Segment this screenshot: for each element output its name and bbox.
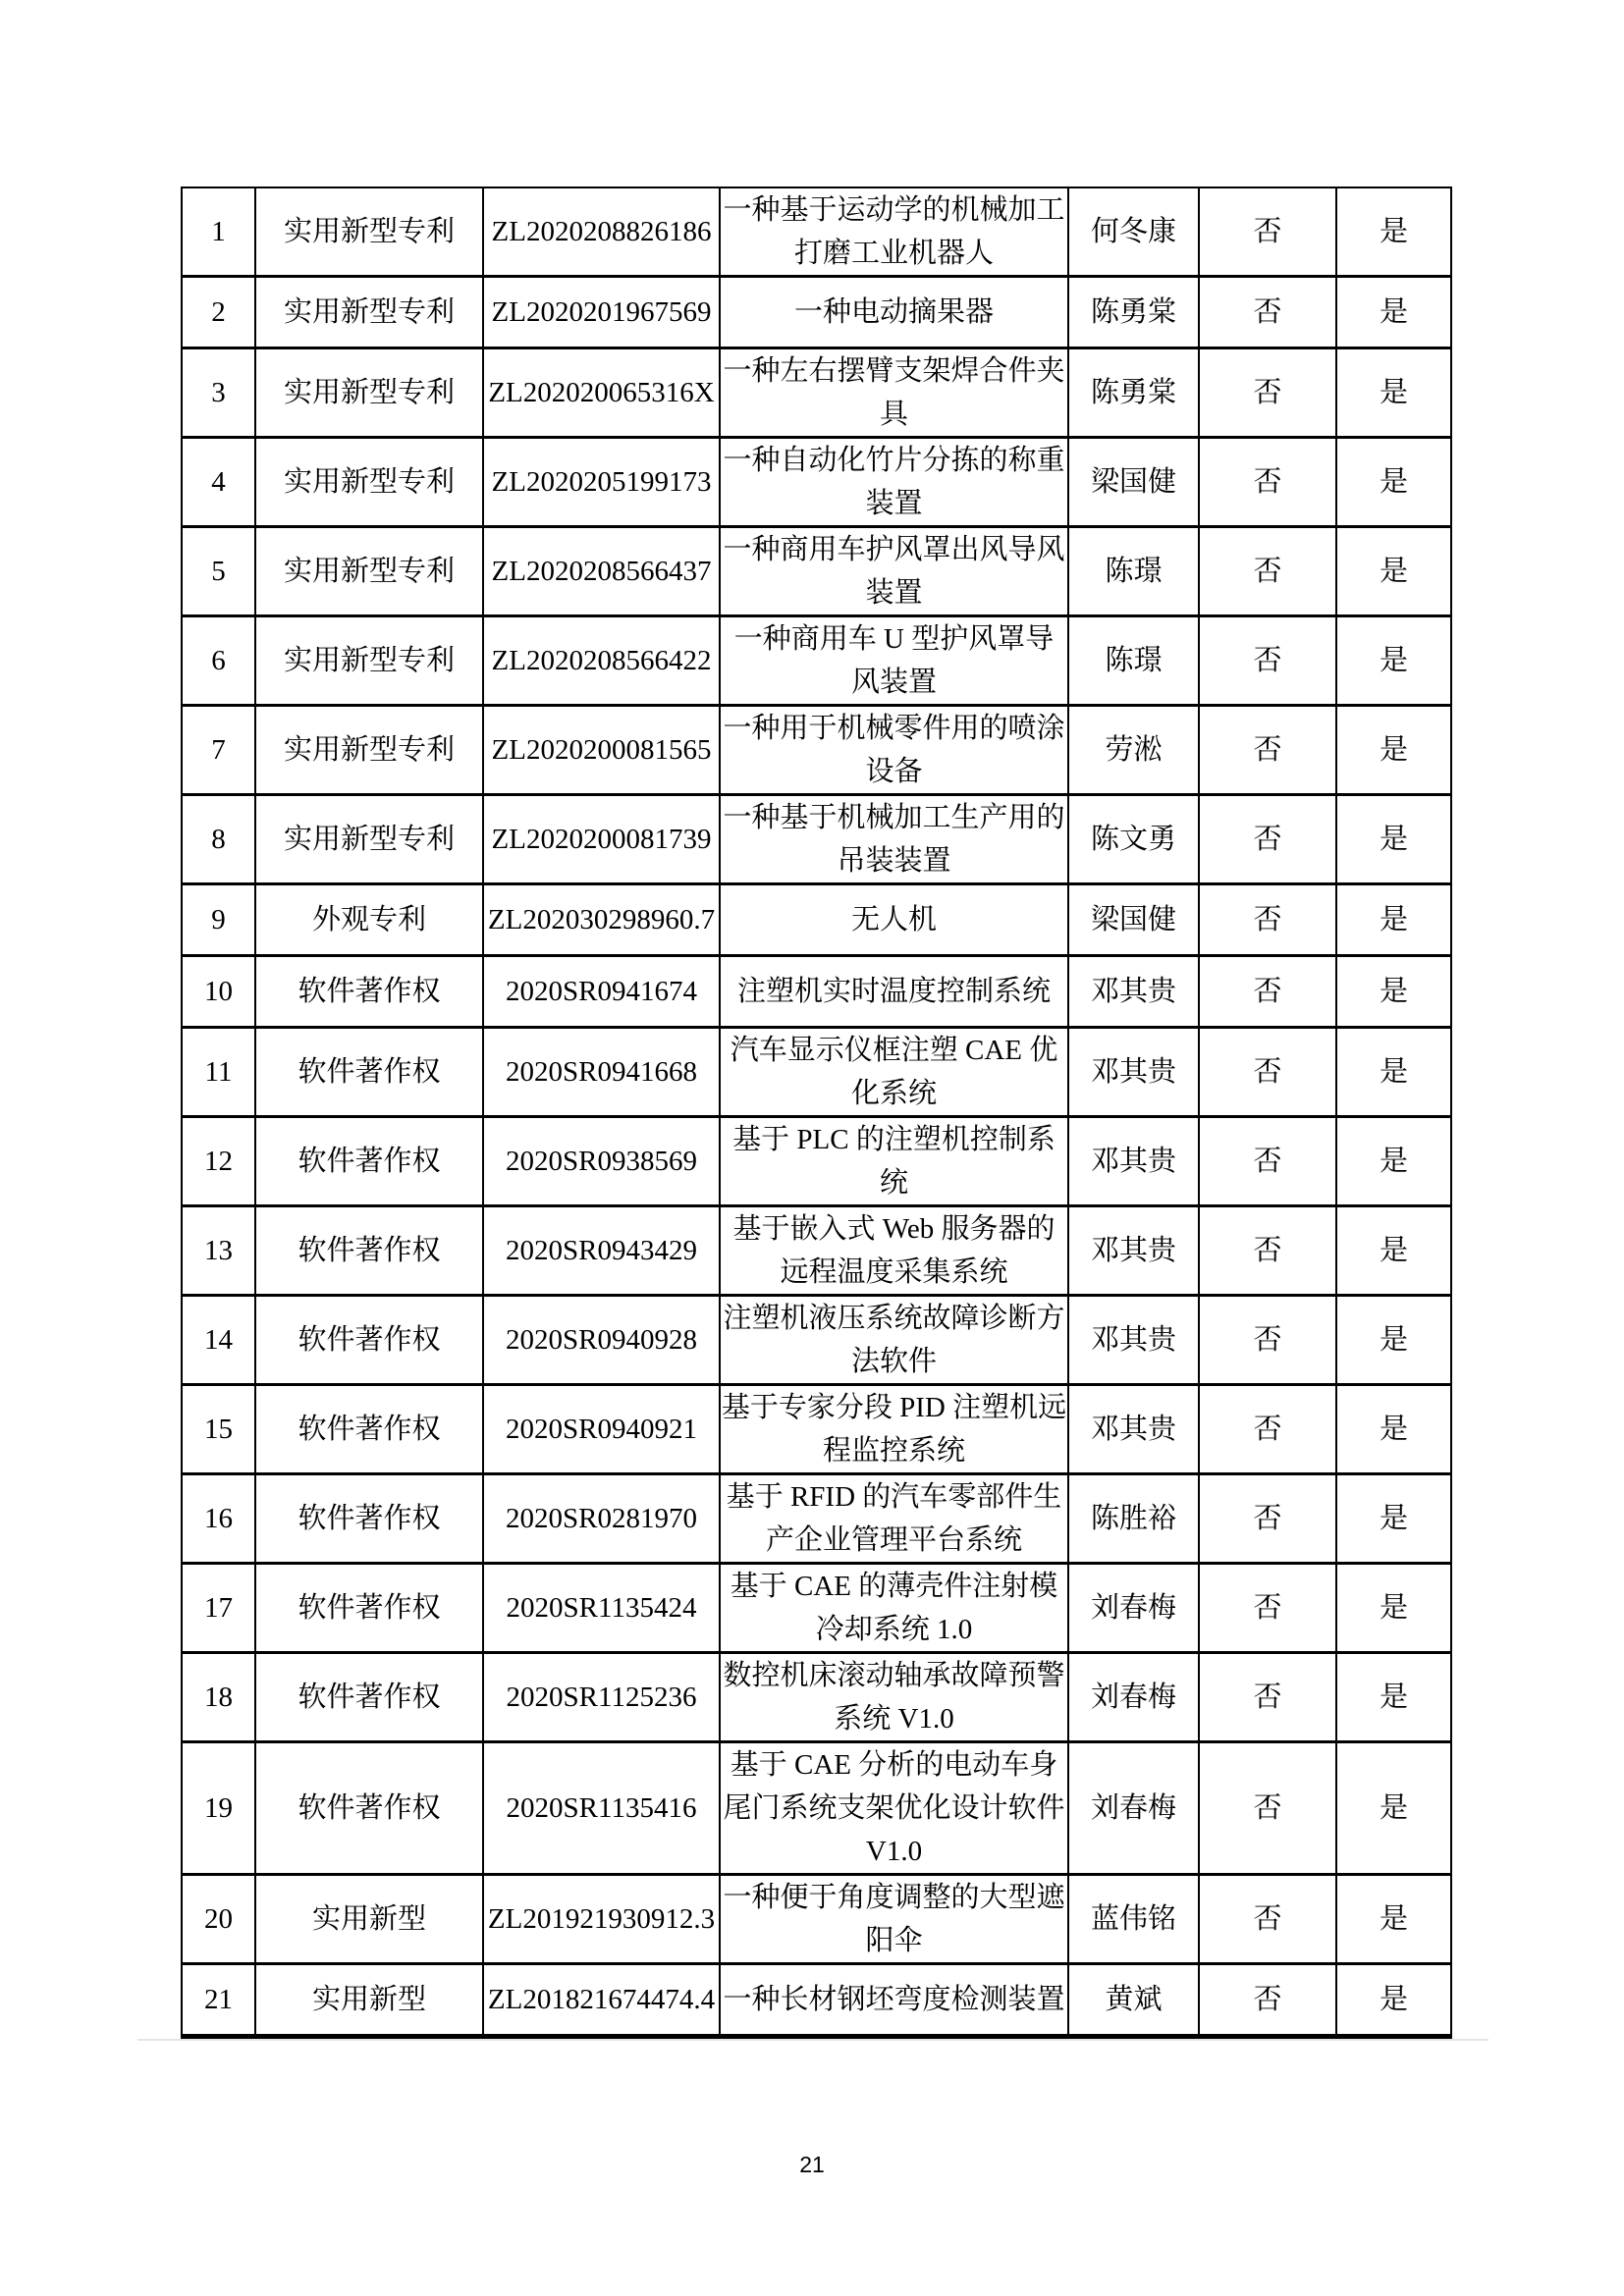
table-row [182, 1385, 1451, 1474]
inventor-cell: 刘春梅 [1068, 1564, 1199, 1653]
number-cell: 2020SR0281970 [483, 1474, 720, 1564]
inventor-cell: 蓝伟铭 [1068, 1875, 1199, 1964]
row-number-cell: 14 [182, 1296, 255, 1385]
title-cell: 一种左右摆臂支架焊合件夹具 [720, 348, 1068, 438]
row-number-cell: 1 [182, 187, 255, 277]
table-row [182, 1117, 1451, 1206]
flag-no-cell: 否 [1199, 795, 1336, 884]
row-number-cell: 9 [182, 884, 255, 956]
number-cell: 2020SR0943429 [483, 1206, 720, 1296]
inventor-cell: 邓其贵 [1068, 1296, 1199, 1385]
table-row [182, 187, 1451, 277]
flag-no-cell: 否 [1199, 1875, 1336, 1964]
flag-no-cell: 否 [1199, 1964, 1336, 2037]
number-cell: ZL2020205199173 [483, 438, 720, 527]
row-number-cell: 12 [182, 1117, 255, 1206]
number-cell: 2020SR1135416 [483, 1742, 720, 1875]
row-number-cell: 3 [182, 348, 255, 438]
title-cell: 基于 RFID 的汽车零部件生产企业管理平台系统 [720, 1474, 1068, 1564]
type-cell: 软件著作权 [255, 1474, 483, 1564]
type-cell: 软件著作权 [255, 1742, 483, 1875]
number-cell: ZL202030298960.7 [483, 884, 720, 956]
flag-no-cell: 否 [1199, 1028, 1336, 1117]
table-row [182, 706, 1451, 795]
title-cell: 一种用于机械零件用的喷涂设备 [720, 706, 1068, 795]
table-row [182, 1564, 1451, 1653]
inventor-cell: 陈勇棠 [1068, 348, 1199, 438]
flag-yes-cell: 是 [1336, 1028, 1451, 1117]
flag-no-cell: 否 [1199, 187, 1336, 277]
flag-yes-cell: 是 [1336, 1206, 1451, 1296]
flag-no-cell: 否 [1199, 1564, 1336, 1653]
inventor-cell: 梁国健 [1068, 438, 1199, 527]
inventor-cell: 邓其贵 [1068, 1117, 1199, 1206]
type-cell: 实用新型专利 [255, 616, 483, 706]
number-cell: ZL202020065316X [483, 348, 720, 438]
number-cell: ZL2020208826186 [483, 187, 720, 277]
patent-table [181, 187, 1452, 2039]
flag-no-cell: 否 [1199, 277, 1336, 348]
flag-no-cell: 否 [1199, 706, 1336, 795]
number-cell: 2020SR1135424 [483, 1564, 720, 1653]
type-cell: 软件著作权 [255, 1206, 483, 1296]
type-cell: 实用新型专利 [255, 348, 483, 438]
table-row [182, 1653, 1451, 1742]
title-cell: 一种商用车护风罩出风导风装置 [720, 527, 1068, 616]
flag-no-cell: 否 [1199, 1296, 1336, 1385]
table-row [182, 1028, 1451, 1117]
inventor-cell: 陈璟 [1068, 527, 1199, 616]
flag-yes-cell: 是 [1336, 1474, 1451, 1564]
number-cell: ZL201821674474.4 [483, 1964, 720, 2037]
flag-no-cell: 否 [1199, 616, 1336, 706]
flag-no-cell: 否 [1199, 1117, 1336, 1206]
number-cell: ZL201921930912.3 [483, 1875, 720, 1964]
number-cell: 2020SR0940928 [483, 1296, 720, 1385]
flag-yes-cell: 是 [1336, 348, 1451, 438]
row-number-cell: 10 [182, 956, 255, 1028]
flag-no-cell: 否 [1199, 348, 1336, 438]
type-cell: 实用新型 [255, 1964, 483, 2037]
row-number-cell: 4 [182, 438, 255, 527]
row-number-cell: 11 [182, 1028, 255, 1117]
number-cell: 2020SR1125236 [483, 1653, 720, 1742]
row-number-cell: 21 [182, 1964, 255, 2037]
table-row [182, 1474, 1451, 1564]
flag-yes-cell: 是 [1336, 527, 1451, 616]
table-row [182, 1296, 1451, 1385]
flag-yes-cell: 是 [1336, 1964, 1451, 2037]
title-cell: 一种电动摘果器 [720, 277, 1068, 348]
title-cell: 基于 PLC 的注塑机控制系统 [720, 1117, 1068, 1206]
flag-yes-cell: 是 [1336, 438, 1451, 527]
row-number-cell: 20 [182, 1875, 255, 1964]
title-cell: 注塑机液压系统故障诊断方法软件 [720, 1296, 1068, 1385]
row-number-cell: 6 [182, 616, 255, 706]
number-cell: ZL2020200081739 [483, 795, 720, 884]
patent-table-body [182, 187, 1451, 2037]
flag-yes-cell: 是 [1336, 1653, 1451, 1742]
table-row [182, 438, 1451, 527]
type-cell: 软件著作权 [255, 1296, 483, 1385]
flag-yes-cell: 是 [1336, 795, 1451, 884]
type-cell: 实用新型专利 [255, 527, 483, 616]
number-cell: ZL2020200081565 [483, 706, 720, 795]
table-row [182, 1964, 1451, 2037]
number-cell: 2020SR0941668 [483, 1028, 720, 1117]
flag-no-cell: 否 [1199, 438, 1336, 527]
flag-yes-cell: 是 [1336, 1742, 1451, 1875]
type-cell: 实用新型专利 [255, 187, 483, 277]
title-cell: 一种商用车 U 型护风罩导风装置 [720, 616, 1068, 706]
type-cell: 实用新型 [255, 1875, 483, 1964]
title-cell: 一种基于运动学的机械加工打磨工业机器人 [720, 187, 1068, 277]
inventor-cell: 邓其贵 [1068, 1206, 1199, 1296]
title-cell: 数控机床滚动轴承故障预警系统 V1.0 [720, 1653, 1068, 1742]
flag-yes-cell: 是 [1336, 1564, 1451, 1653]
flag-yes-cell: 是 [1336, 616, 1451, 706]
type-cell: 软件著作权 [255, 1653, 483, 1742]
number-cell: 2020SR0941674 [483, 956, 720, 1028]
type-cell: 实用新型专利 [255, 438, 483, 527]
number-cell: ZL2020201967569 [483, 277, 720, 348]
number-cell: ZL2020208566437 [483, 527, 720, 616]
flag-no-cell: 否 [1199, 884, 1336, 956]
inventor-cell: 陈胜裕 [1068, 1474, 1199, 1564]
type-cell: 实用新型专利 [255, 706, 483, 795]
flag-yes-cell: 是 [1336, 1117, 1451, 1206]
flag-yes-cell: 是 [1336, 706, 1451, 795]
row-number-cell: 8 [182, 795, 255, 884]
table-row [182, 277, 1451, 348]
flag-yes-cell: 是 [1336, 884, 1451, 956]
title-cell: 基于 CAE 的薄壳件注射模冷却系统 1.0 [720, 1564, 1068, 1653]
inventor-cell: 邓其贵 [1068, 956, 1199, 1028]
number-cell: ZL2020208566422 [483, 616, 720, 706]
flag-yes-cell: 是 [1336, 1296, 1451, 1385]
row-number-cell: 17 [182, 1564, 255, 1653]
inventor-cell: 陈文勇 [1068, 795, 1199, 884]
row-number-cell: 2 [182, 277, 255, 348]
row-number-cell: 13 [182, 1206, 255, 1296]
table-row [182, 884, 1451, 956]
type-cell: 外观专利 [255, 884, 483, 956]
title-cell: 一种便于角度调整的大型遮阳伞 [720, 1875, 1068, 1964]
title-cell: 基于嵌入式 Web 服务器的远程温度采集系统 [720, 1206, 1068, 1296]
inventor-cell: 梁国健 [1068, 884, 1199, 956]
type-cell: 软件著作权 [255, 956, 483, 1028]
inventor-cell: 邓其贵 [1068, 1385, 1199, 1474]
page-number: 21 [799, 2152, 825, 2177]
row-number-cell: 5 [182, 527, 255, 616]
type-cell: 软件著作权 [255, 1385, 483, 1474]
flag-no-cell: 否 [1199, 1653, 1336, 1742]
scan-artifact-line [137, 2039, 1489, 2041]
inventor-cell: 劳淞 [1068, 706, 1199, 795]
row-number-cell: 18 [182, 1653, 255, 1742]
row-number-cell: 19 [182, 1742, 255, 1875]
type-cell: 实用新型专利 [255, 277, 483, 348]
flag-no-cell: 否 [1199, 527, 1336, 616]
title-cell: 基于专家分段 PID 注塑机远程监控系统 [720, 1385, 1068, 1474]
flag-yes-cell: 是 [1336, 277, 1451, 348]
inventor-cell: 刘春梅 [1068, 1653, 1199, 1742]
flag-no-cell: 否 [1199, 956, 1336, 1028]
title-cell: 注塑机实时温度控制系统 [720, 956, 1068, 1028]
inventor-cell: 何冬康 [1068, 187, 1199, 277]
inventor-cell: 黄斌 [1068, 1964, 1199, 2037]
title-cell: 无人机 [720, 884, 1068, 956]
inventor-cell: 陈勇棠 [1068, 277, 1199, 348]
table-row [182, 1742, 1451, 1875]
flag-no-cell: 否 [1199, 1742, 1336, 1875]
table-row [182, 1206, 1451, 1296]
flag-no-cell: 否 [1199, 1385, 1336, 1474]
table-row [182, 956, 1451, 1028]
row-number-cell: 7 [182, 706, 255, 795]
type-cell: 实用新型专利 [255, 795, 483, 884]
type-cell: 软件著作权 [255, 1564, 483, 1653]
table-row [182, 348, 1451, 438]
title-cell: 一种基于机械加工生产用的吊装装置 [720, 795, 1068, 884]
number-cell: 2020SR0938569 [483, 1117, 720, 1206]
flag-yes-cell: 是 [1336, 187, 1451, 277]
title-cell: 基于 CAE 分析的电动车身尾门系统支架优化设计软件 V1.0 [720, 1742, 1068, 1875]
flag-yes-cell: 是 [1336, 1385, 1451, 1474]
number-cell: 2020SR0940921 [483, 1385, 720, 1474]
table-row [182, 795, 1451, 884]
type-cell: 软件著作权 [255, 1028, 483, 1117]
table-row [182, 616, 1451, 706]
title-cell: 一种自动化竹片分拣的称重装置 [720, 438, 1068, 527]
inventor-cell: 刘春梅 [1068, 1742, 1199, 1875]
title-cell: 汽车显示仪框注塑 CAE 优化系统 [720, 1028, 1068, 1117]
flag-yes-cell: 是 [1336, 1875, 1451, 1964]
inventor-cell: 邓其贵 [1068, 1028, 1199, 1117]
table-row [182, 1875, 1451, 1964]
row-number-cell: 15 [182, 1385, 255, 1474]
table-row [182, 527, 1451, 616]
title-cell: 一种长材钢坯弯度检测装置 [720, 1964, 1068, 2037]
flag-no-cell: 否 [1199, 1474, 1336, 1564]
row-number-cell: 16 [182, 1474, 255, 1564]
flag-yes-cell: 是 [1336, 956, 1451, 1028]
flag-no-cell: 否 [1199, 1206, 1336, 1296]
inventor-cell: 陈璟 [1068, 616, 1199, 706]
type-cell: 软件著作权 [255, 1117, 483, 1206]
